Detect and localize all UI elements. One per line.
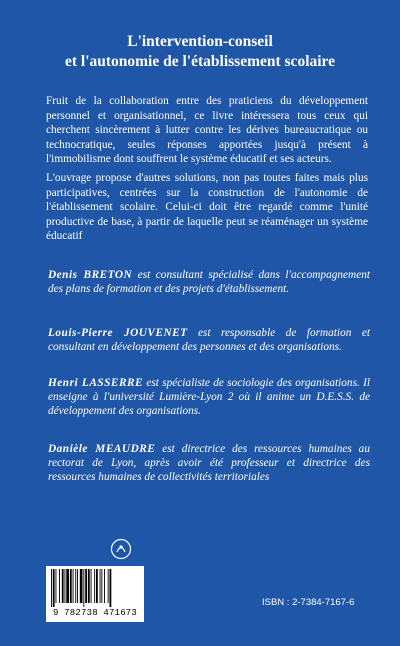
title-line-2: et l'autonomie de l'établissement scolaire [64, 53, 336, 70]
author-name: Danièle MEAUDRE [48, 443, 156, 455]
author-bio-breton [48, 268, 370, 296]
summary-paragraph-1: Fruit de la collaboration entre des praticiens du développement personnel et organisationnel, ce livre intéressera tous ceux qui cherchent sincèrement à lutter contre les dérives bureaucratique ou technocratique, seules réponses apportées jusqu'à présent à l'immobilisme dont souffrent le système éducatif et ses acteurs. [46, 95, 368, 166]
barcode-digits: 9 782738 471673 [52, 608, 137, 618]
author-name: Denis BRETON [48, 269, 133, 281]
title-line-1: L'intervention-conseil [127, 33, 273, 50]
author-description: est consultant spécialisé dans l'accompagnement des plans de formation et des projets d'établissement. [48, 269, 370, 295]
author-name: Henri LASSERRE [48, 377, 144, 389]
author-description: est spécialiste de sociologie des organisations. Il enseigne à l'université Lumière-Lyon 2 où il anime un D.E.S.S. de développement des organisations. [48, 377, 370, 417]
author-bio-lasserre [48, 376, 370, 418]
book-title [20, 32, 380, 72]
summary-paragraph-2: L'ouvrage propose d'autres solutions, non pas toutes faites mais plus participatives, centrées sur la construction de l'autonomie de l'établissement scolaire. Celui-ci doit être regardé comme l'unité productive de base, à partir de laquelle peut se réaménager un système éducatif [46, 172, 368, 243]
author-description: est directrice des ressources humaines au rectorat de Lyon, après avoir été professeur et directrice des ressources humaines de collectivités territoriales [48, 443, 370, 483]
author-description: est responsable de formation et consultant en développement des personnes et des organisations. [48, 327, 370, 353]
publisher-logo-icon [110, 538, 132, 560]
barcode-bars [50, 569, 140, 607]
isbn-label: ISBN : 2-7384-7167-6 [262, 597, 355, 608]
author-name: Louis-Pierre JOUVENET [48, 327, 188, 339]
author-bio-meaudre [48, 442, 370, 484]
barcode [46, 566, 144, 622]
author-bio-jouvenet [48, 326, 370, 354]
